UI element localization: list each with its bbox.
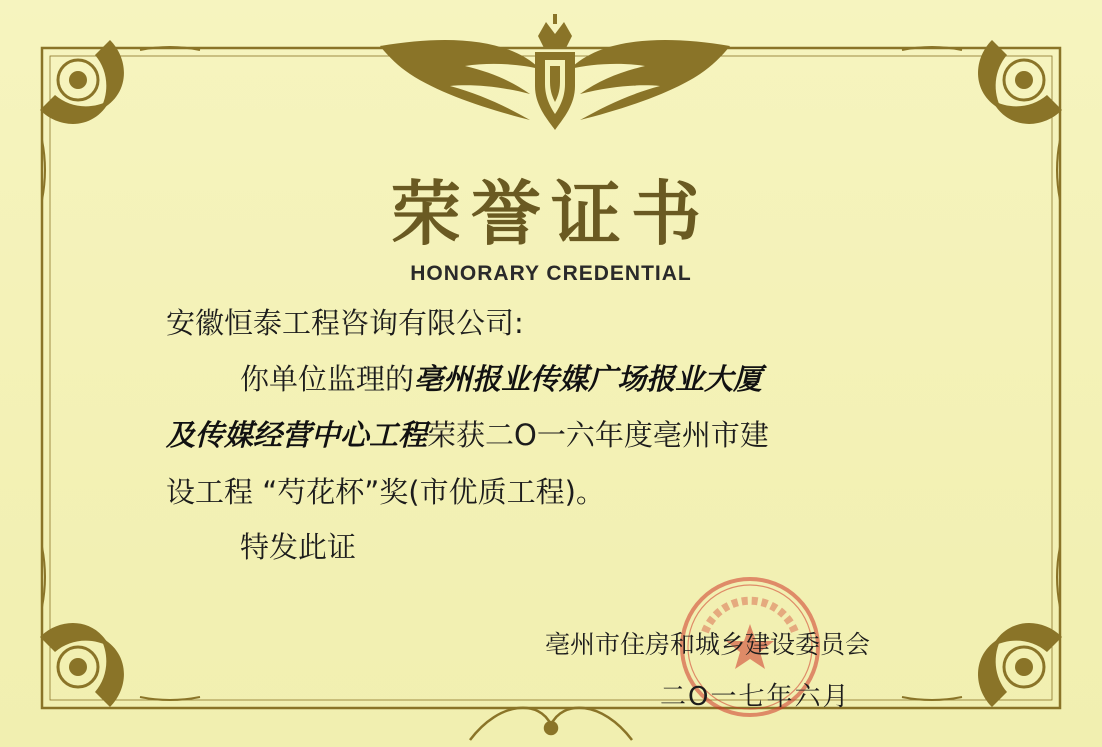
issue-date: 二O一七年六月 <box>660 682 851 712</box>
winged-crest-emblem <box>370 14 740 144</box>
recipient-line: 安徽恒泰工程咨询有限公司: <box>166 306 524 340</box>
project-name-part-2: 及传媒经营中心工程 <box>166 418 428 452</box>
corner-ornament-bottom-left <box>40 547 200 707</box>
corner-ornament-bottom-right <box>902 547 1062 707</box>
body-line-1 <box>240 359 762 399</box>
certificate-subtitle: HONORARY CREDENTIAL <box>410 262 692 285</box>
body-line-2-rest: 荣获二O一六年度亳州市建 <box>427 418 769 452</box>
body-line-3: 设工程 “芍花杯”奖(市优质工程)。 <box>166 475 605 509</box>
issuer-name: 亳州市住房和城乡建设委员会 <box>545 630 871 659</box>
project-name-part-1: 亳州报业传媒广场报业大厦 <box>414 362 763 396</box>
body-line-1-prefix: 你单位监理的 <box>240 362 415 396</box>
closing-line: 特发此证 <box>240 530 357 564</box>
certificate-title: 荣誉证书 <box>391 172 711 255</box>
bottom-flourish <box>470 708 632 740</box>
body-line-2 <box>166 415 769 455</box>
